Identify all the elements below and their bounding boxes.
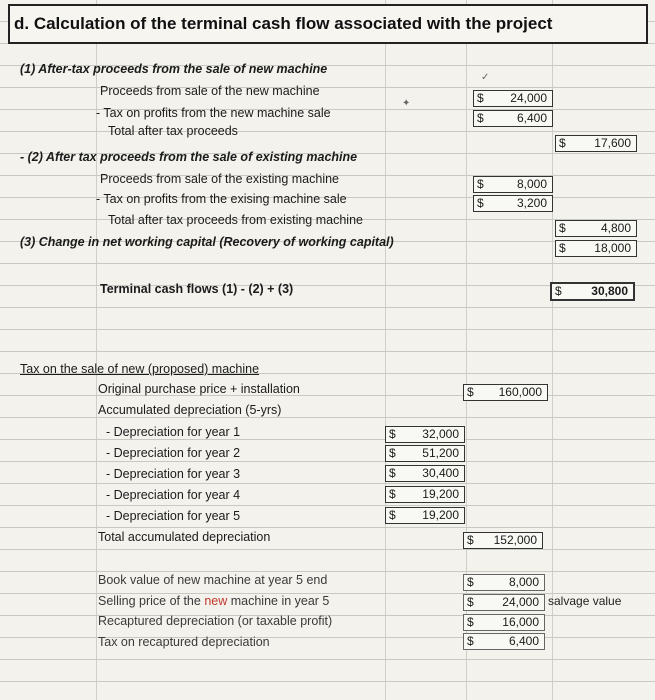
cursor-mark: ✦ xyxy=(402,98,411,109)
currency-sign: $ xyxy=(559,221,566,235)
year3-label: - Depreciation for year 3 xyxy=(106,467,241,481)
cell-recap-value[interactable] xyxy=(463,614,545,631)
currency-sign: $ xyxy=(467,575,474,589)
year4-value: 19,200 xyxy=(422,487,459,501)
sell-label-new: new xyxy=(204,594,228,608)
currency-sign: $ xyxy=(477,177,484,191)
tax-recap-label: Tax on recaptured depreciation xyxy=(98,635,270,649)
sell-label-post: machine in year 5 xyxy=(227,594,330,608)
section1-heading: (1) After-tax proceeds from the sale of new machine xyxy=(20,62,328,76)
currency-sign: $ xyxy=(467,533,474,547)
s1-value1: 24,000 xyxy=(510,91,547,105)
currency-sign: $ xyxy=(555,284,562,298)
cell-s2-total[interactable] xyxy=(555,220,637,237)
total-accum-label: Total accumulated depreciation xyxy=(98,530,271,544)
cell-year1-value[interactable] xyxy=(385,426,465,443)
s2-total: 4,800 xyxy=(600,221,631,235)
s2-value2: 3,200 xyxy=(516,196,547,210)
cell-tax-recap-value[interactable] xyxy=(463,633,545,650)
cell-book-value[interactable] xyxy=(463,574,545,591)
currency-sign: $ xyxy=(467,595,474,609)
title-cell[interactable] xyxy=(8,4,648,44)
year1-label: - Depreciation for year 1 xyxy=(106,425,241,439)
terminal-label: Terminal cash flows (1) - (2) + (3) xyxy=(100,282,294,296)
cell-s2-value1[interactable] xyxy=(473,176,553,193)
year5-label: - Depreciation for year 5 xyxy=(106,509,241,523)
s2-value1: 8,000 xyxy=(516,177,547,191)
cell-year3-value[interactable] xyxy=(385,465,465,482)
sell-value: 24,000 xyxy=(502,595,539,609)
recap-value: 16,000 xyxy=(502,615,539,629)
tax-recap-value: 6,400 xyxy=(508,634,539,648)
currency-sign: $ xyxy=(389,508,396,522)
section2-line2: - Tax on profits from the exising machine sale xyxy=(96,192,347,206)
purchase-value: 160,000 xyxy=(498,385,542,399)
page-title: d. Calculation of the terminal cash flow associated with the project xyxy=(14,14,553,33)
currency-sign: $ xyxy=(477,196,484,210)
cell-s1-value1[interactable] xyxy=(473,90,553,107)
currency-sign: $ xyxy=(467,385,474,399)
terminal-value: 30,800 xyxy=(591,284,628,298)
cell-year4-value[interactable] xyxy=(385,486,465,503)
cursor-mark: ✓ xyxy=(481,72,490,83)
year2-label: - Depreciation for year 2 xyxy=(106,446,241,460)
s1-total: 17,600 xyxy=(594,136,631,150)
cell-s1-value2[interactable] xyxy=(473,110,553,127)
section1-line2: - Tax on profits from the new machine sale xyxy=(96,106,331,120)
salvage-note: salvage value xyxy=(548,594,622,608)
section3-heading: (3) Change in net working capital (Recovery of working capital) xyxy=(20,235,394,249)
section2-line3: Total after tax proceeds from existing machine xyxy=(108,213,363,227)
sell-label-pre: Selling price of the xyxy=(98,594,205,608)
cell-s2-value2[interactable] xyxy=(473,195,553,212)
sell-label xyxy=(98,594,329,608)
cell-year5-value[interactable] xyxy=(385,507,465,524)
accum-label: Accumulated depreciation (5-yrs) xyxy=(98,403,282,417)
year4-label: - Depreciation for year 4 xyxy=(106,488,241,502)
book-label: Book value of new machine at year 5 end xyxy=(98,573,328,587)
recap-label: Recaptured depreciation (or taxable profit) xyxy=(98,614,333,628)
cell-terminal-value[interactable] xyxy=(550,282,635,301)
currency-sign: $ xyxy=(389,466,396,480)
year3-value: 30,400 xyxy=(422,466,459,480)
currency-sign: $ xyxy=(389,446,396,460)
cell-sell-value[interactable] xyxy=(463,594,545,611)
currency-sign: $ xyxy=(389,487,396,501)
tax-new-heading: Tax on the sale of new (proposed) machine xyxy=(20,362,260,376)
section2-line1: Proceeds from sale of the existing machine xyxy=(100,172,340,186)
year2-value: 51,200 xyxy=(422,446,459,460)
cell-s3-value[interactable] xyxy=(555,240,637,257)
year1-value: 32,000 xyxy=(422,427,459,441)
cell-s1-total[interactable] xyxy=(555,135,637,152)
s3-value: 18,000 xyxy=(594,241,631,255)
section1-line3: Total after tax proceeds xyxy=(108,124,238,138)
s1-value2: 6,400 xyxy=(516,111,547,125)
section1-line1: Proceeds from sale of the new machine xyxy=(100,84,320,98)
cell-year2-value[interactable] xyxy=(385,445,465,462)
book-value: 8,000 xyxy=(508,575,539,589)
currency-sign: $ xyxy=(477,91,484,105)
cell-purchase-value[interactable] xyxy=(463,384,548,401)
currency-sign: $ xyxy=(477,111,484,125)
year5-value: 19,200 xyxy=(422,508,459,522)
currency-sign: $ xyxy=(467,615,474,629)
currency-sign: $ xyxy=(389,427,396,441)
total-accum-value: 152,000 xyxy=(493,533,537,547)
currency-sign: $ xyxy=(559,241,566,255)
currency-sign: $ xyxy=(467,634,474,648)
section2-heading: - (2) After tax proceeds from the sale of existing machine xyxy=(20,150,358,164)
purchase-label: Original purchase price + installation xyxy=(98,382,300,396)
cell-total-accum-value[interactable] xyxy=(463,532,543,549)
currency-sign: $ xyxy=(559,136,566,150)
